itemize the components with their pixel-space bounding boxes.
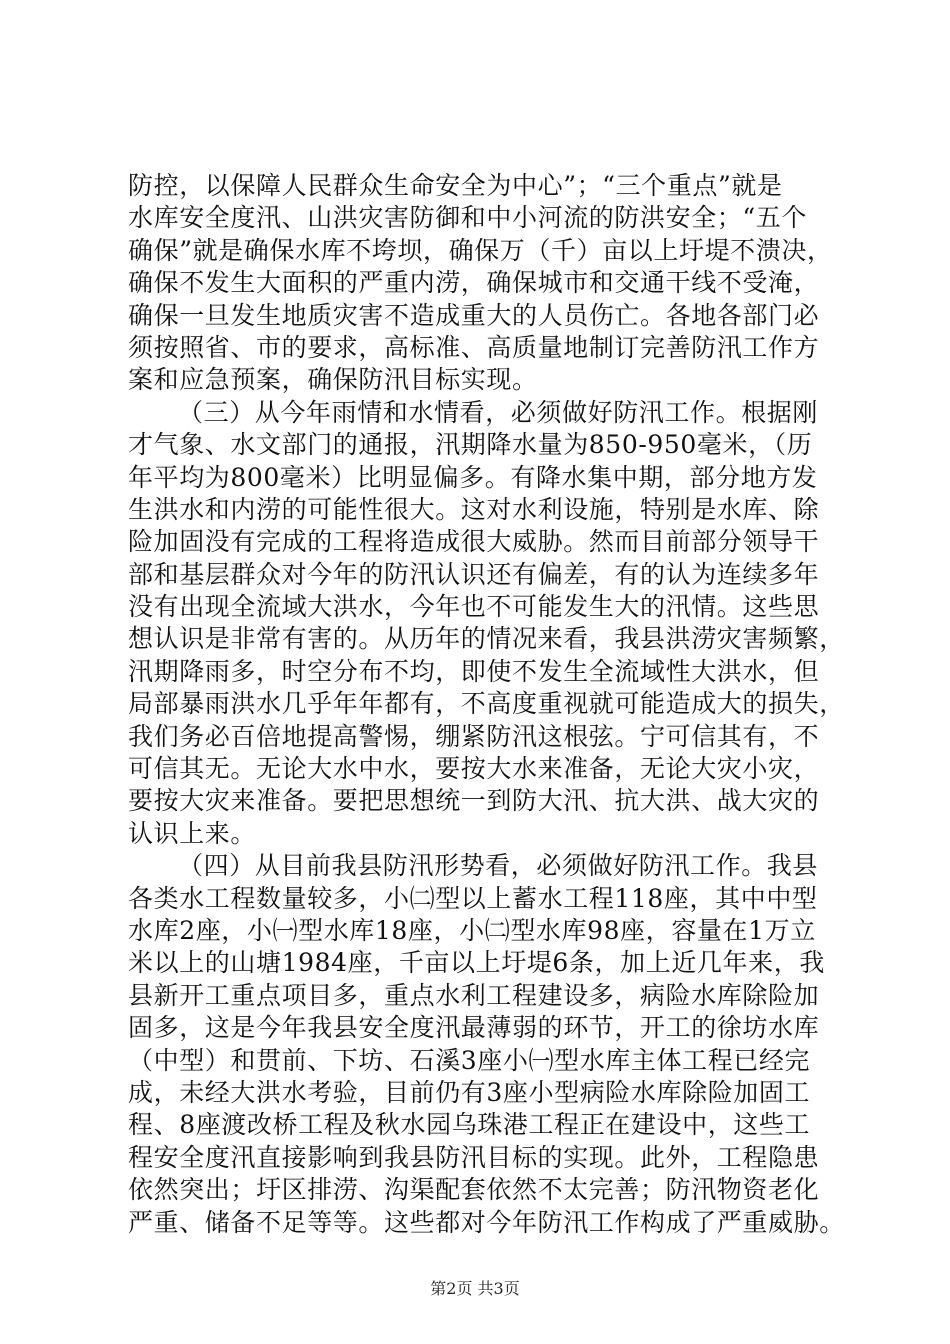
text-line: 须按照省、市的要求，高标准、高质量地制订完善防汛工作方: [128, 332, 820, 362]
text-line: 县新开工重点项目多，重点水利工程建设多，病险水库除险加: [128, 980, 820, 1010]
text-line: 各类水工程数量较多，小㈡型以上蓄水工程118座，其中中型: [128, 883, 818, 913]
text-line: 水库安全度汛、山洪灾害防御和中小河流的防洪安全；“五个: [128, 203, 807, 233]
text-line: 我们务必百倍地提高警惕，绷紧防汛这根弦。宁可信其有，不: [128, 721, 820, 751]
text-line: 防控，以保障人民群众生命安全为中心”；“三个重点”就是: [128, 171, 783, 200]
text-line: 程、8座渡改桥工程及秋水园乌珠港工程正在建设中，这些工: [128, 1110, 811, 1140]
text-line: 米以上的山塘1984座，千亩以上圩堤6条，加上近几年来，我: [128, 948, 825, 978]
paragraph-start-line: （四）从目前我县防汛形势看，必须做好防汛工作。我县: [178, 851, 819, 881]
text-line: 案和应急预案，确保防汛目标实现。: [128, 365, 538, 395]
text-line: 年平均为800毫米）比明显偏多。有降水集中期，部分地方发: [128, 462, 818, 492]
text-line: 水库2座，小㈠型水库18座，小㈡型水库98座，容量在1万立: [128, 915, 816, 945]
text-line: 没有出现全流域大洪水，今年也不可能发生大的汛情。这些思: [128, 592, 820, 622]
document-body: [128, 170, 845, 1239]
text-line: 局部暴雨洪水几乎年年都有，不高度重视就可能造成大的损失，: [128, 689, 845, 719]
text-line: 汛期降雨多，时空分布不均，即使不发生全流域性大洪水，但: [128, 656, 820, 686]
text-line: 生洪水和内涝的可能性很大。这对水利设施，特别是水库、除: [128, 494, 820, 524]
text-line: 严重、储备不足等等。这些都对今年防汛工作构成了严重威胁。: [128, 1207, 845, 1237]
text-line: 认识上来。: [128, 818, 257, 848]
text-line: 确保不发生大面积的严重内涝，确保城市和交通干线不受淹，: [128, 268, 820, 298]
text-line: 程安全度汛直接影响到我县防汛目标的实现。此外，工程隐患: [128, 1142, 820, 1172]
text-line: 成，未经大洪水考验，目前仍有3座小型病险水库除险加固工: [128, 1077, 811, 1107]
text-line: 部和基层群众对今年的防汛认识还有偏差，有的认为连续多年: [128, 559, 820, 589]
paragraph-start-line: （三）从今年雨情和水情看，必须做好防汛工作。根据刚: [178, 397, 819, 427]
text-line: 依然突出；圩区排涝、沟渠配套依然不太完善；防汛物资老化: [128, 1175, 820, 1205]
text-line: 可信其无。无论大水中水，要按大水来准备，无论大灾小灾，: [128, 754, 820, 784]
text-line: 险加固没有完成的工程将造成很大威胁。然而目前部分领导干: [128, 527, 820, 557]
text-line: 确保一旦发生地质灾害不造成重大的人员伤亡。各地各部门必: [128, 300, 820, 330]
text-line: （中型）和贯前、下坊、石溪3座小㈠型水库主体工程已经完: [128, 1045, 811, 1075]
page-number: 第2页 共3页: [430, 1279, 520, 1298]
text-line: 要按大灾来准备。要把思想统一到防大汛、抗大洪、战大灾的: [128, 786, 820, 816]
text-line: 才气象、水文部门的通报，汛期降水量为850-950毫米，（历: [128, 430, 813, 460]
text-line: 确保”就是确保水库不垮坝，确保万（千）亩以上圩堤不溃决，: [128, 235, 833, 265]
text-line: 想认识是非常有害的。从历年的情况来看，我县洪涝灾害频繁，: [128, 624, 845, 654]
text-line: 固多，这是今年我县安全度汛最薄弱的环节，开工的徐坊水库: [128, 1013, 820, 1043]
